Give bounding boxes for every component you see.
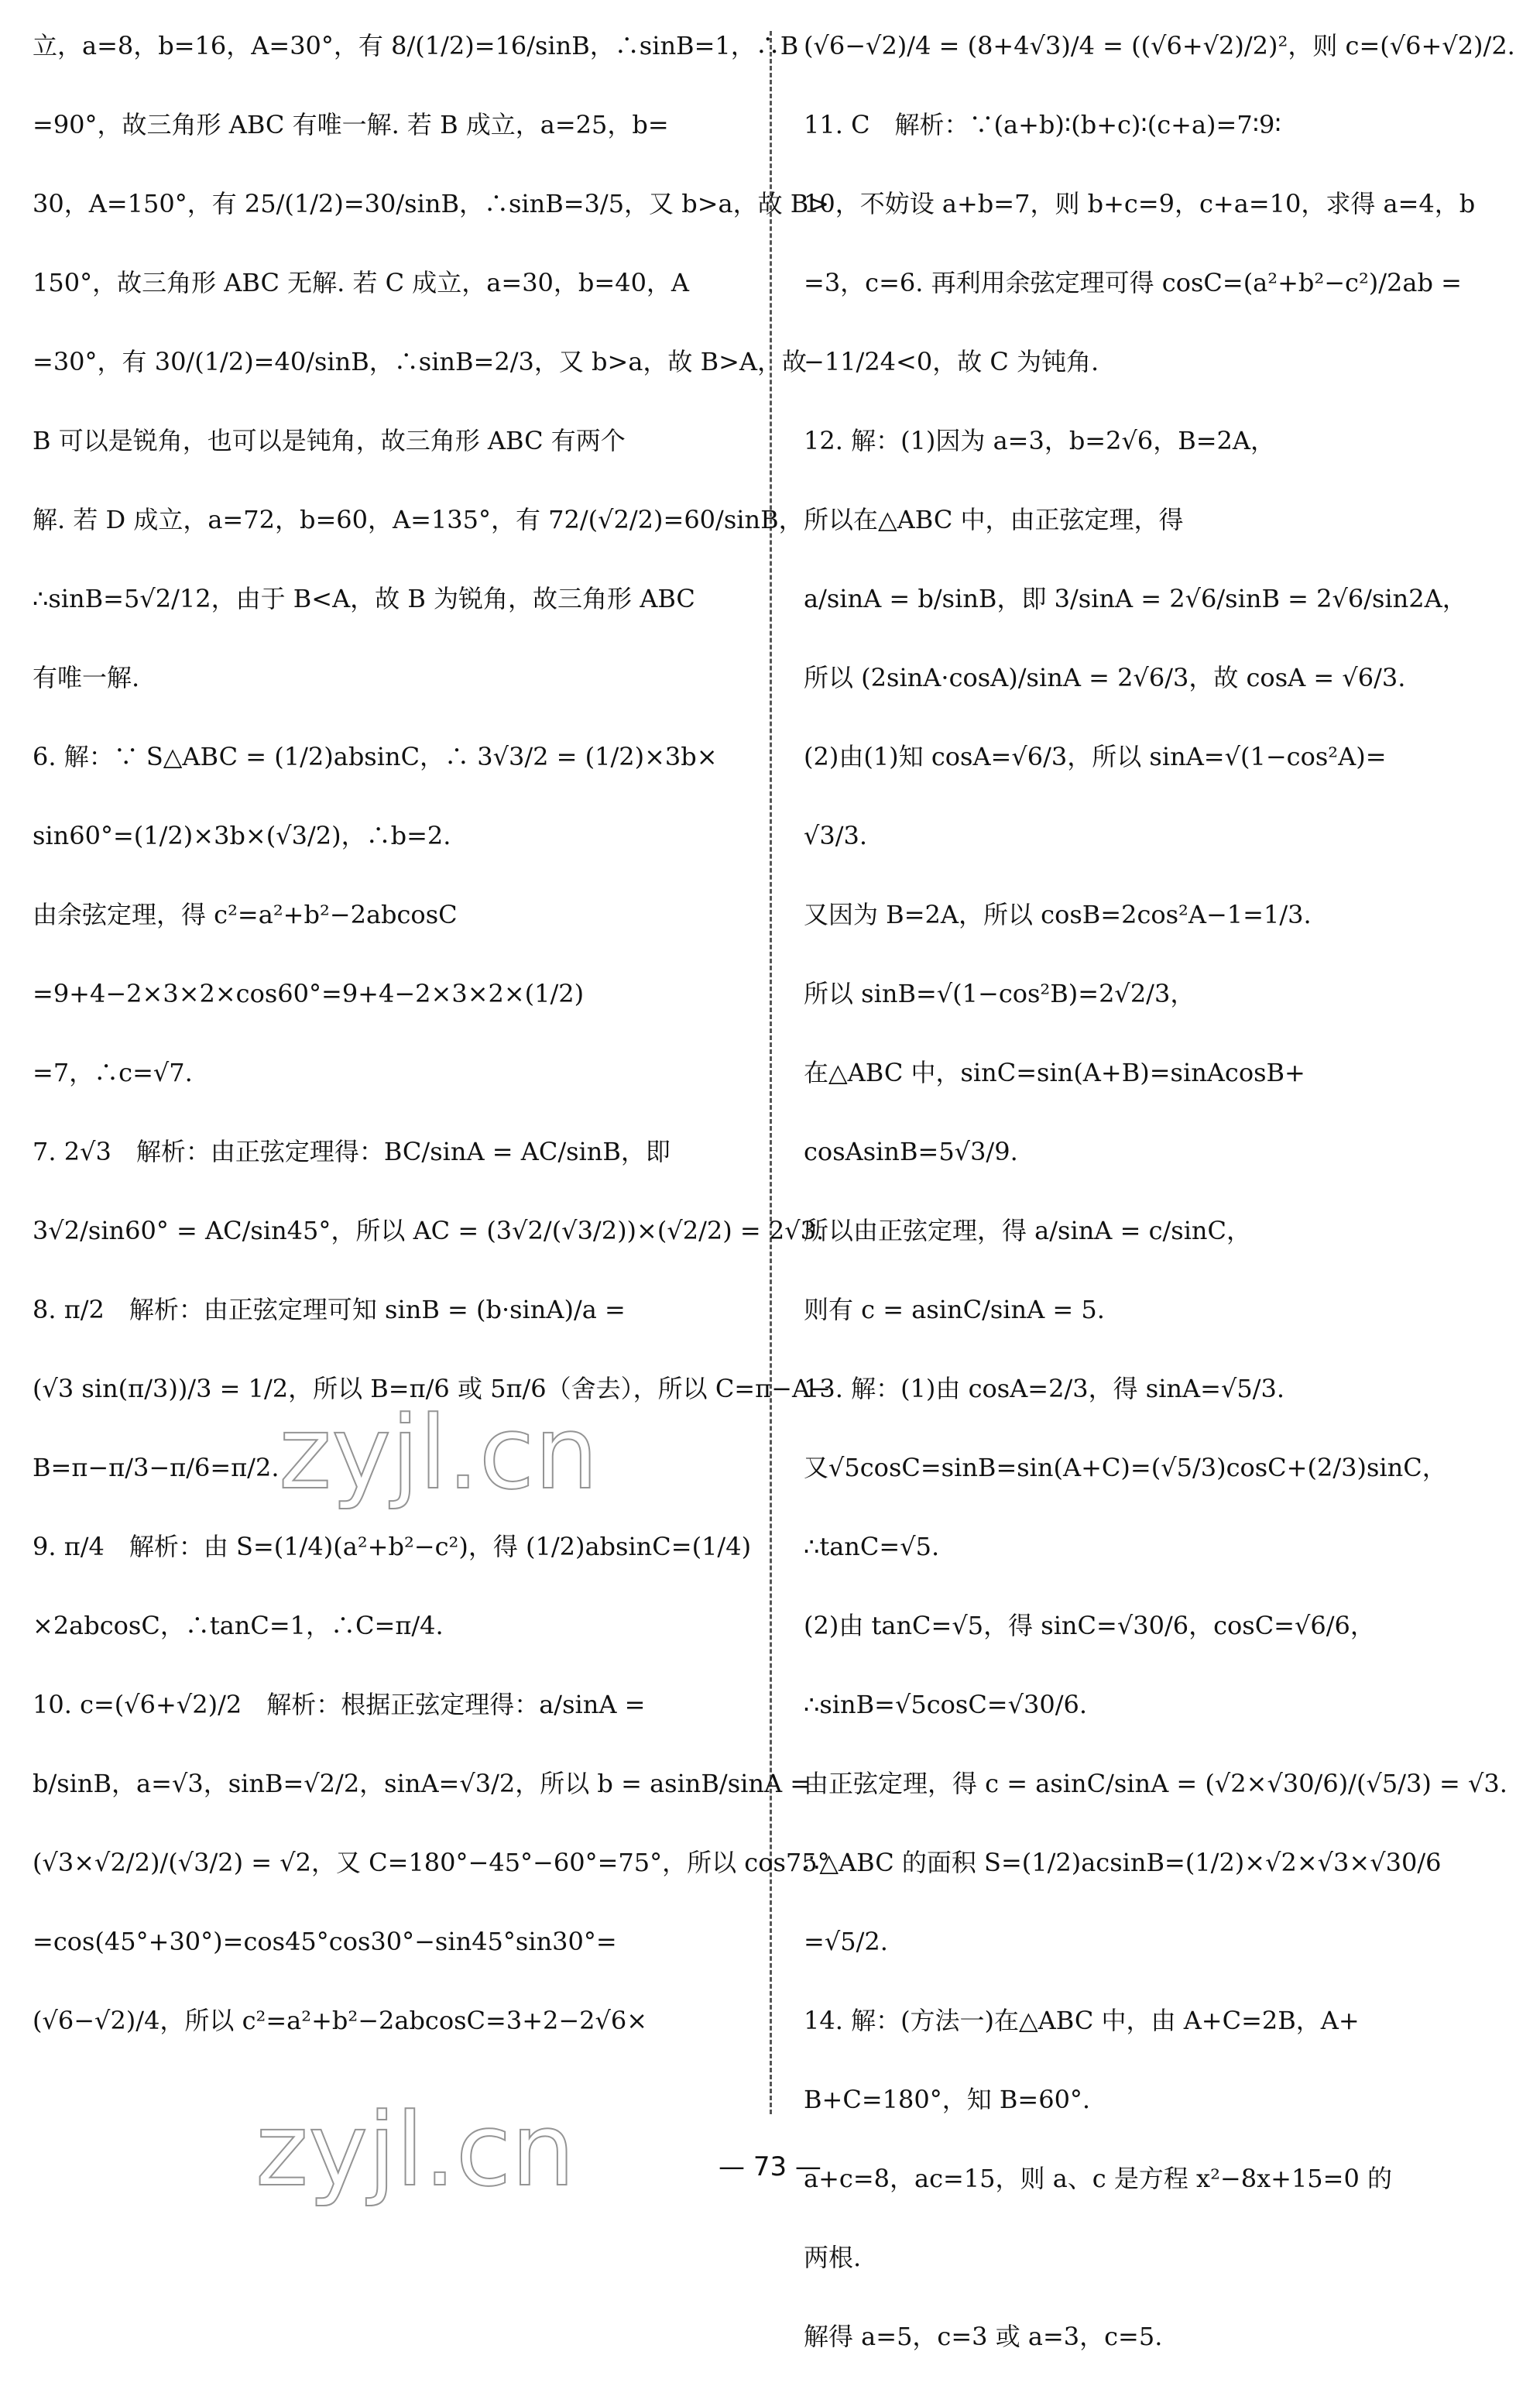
text-line: =7，∴c=√7. bbox=[33, 1058, 193, 1087]
column-divider bbox=[770, 31, 772, 2114]
page-number: — 73 — bbox=[719, 2151, 821, 2182]
text-line: =3，c=6. 再利用余弦定理可得 cosC=(a²+b²−c²)/2ab = bbox=[804, 268, 1462, 297]
text-line: B 可以是锐角，也可以是钝角，故三角形 ABC 有两个 bbox=[33, 426, 626, 455]
text-line: 由余弦定理，得 c²=a²+b²−2abcosC bbox=[33, 900, 458, 929]
text-line: B=π−π/3−π/6=π/2. bbox=[33, 1453, 280, 1482]
problem-12-line: 12. 解：(1)因为 a=3，b=2√6，B=2A， bbox=[804, 426, 1276, 455]
text-line: 所以由正弦定理，得 a/sinA = c/sinC， bbox=[804, 1216, 1252, 1245]
text-line: ∴sinB=5√2/12，由于 B<A，故 B 为锐角，故三角形 ABC bbox=[33, 584, 695, 613]
text-line: √3/3. bbox=[804, 821, 868, 850]
text-line: =cos(45°+30°)=cos45°cos30°−sin45°sin30°= bbox=[33, 1927, 617, 1956]
text-line: a+c=8，ac=15，则 a、c 是方程 x²−8x+15=0 的 bbox=[804, 2164, 1393, 2193]
text-line: a/sinA = b/sinB，即 3/sinA = 2√6/sinB = 2√6/sin2A， bbox=[804, 584, 1467, 613]
text-line: 3√2/sin60° = AC/sin45°，所以 AC = (3√2/(√3/2))×(√2/2) = 2√3. bbox=[33, 1216, 825, 1245]
text-line: =90°，故三角形 ABC 有唯一解. 若 B 成立，a=25，b= bbox=[33, 110, 669, 139]
text-line: 又√5cosC=sinB=sin(A+C)=(√5/3)cosC+(2/3)sinC， bbox=[804, 1453, 1447, 1482]
left-column bbox=[33, 23, 831, 2077]
text-line: (√6−√2)/4，所以 c²=a²+b²−2abcosC=3+2−2√6× bbox=[33, 2006, 648, 2035]
text-line: (2)由(1)知 cosA=√6/3，所以 sinA=√(1−cos²A)= bbox=[804, 742, 1387, 771]
watermark-footer: zyjl.cn bbox=[256, 2091, 575, 2209]
text-line: =9+4−2×3×2×cos60°=9+4−2×3×2×(1/2) bbox=[33, 979, 585, 1008]
problem-7-line: 7. 2√3 解析：由正弦定理得：BC/sinA = AC/sinB，即 bbox=[33, 1137, 671, 1166]
text-line: 又因为 B=2A，所以 cosB=2cos²A−1=1/3. bbox=[804, 900, 1312, 929]
text-line: (2)由 tanC=√5，得 sinC=√30/6，cosC=√6/6， bbox=[804, 1611, 1375, 1640]
text-line: ∴tanC=√5. bbox=[804, 1532, 940, 1561]
text-line: 10，不妨设 a+b=7，则 b+c=9，c+a=10，求得 a=4，b bbox=[804, 189, 1476, 218]
text-line: cosAsinB=5√3/9. bbox=[804, 1137, 1018, 1166]
text-line: −11/24<0，故 C 为钝角. bbox=[804, 347, 1099, 376]
text-line: (√3 sin(π/3))/3 = 1/2，所以 B=π/6 或 5π/6（舍去），所以 C=π−A− bbox=[33, 1374, 831, 1403]
text-line: 两根. bbox=[804, 2243, 862, 2272]
text-line: 所以 sinB=√(1−cos²B)=2√2/3， bbox=[804, 979, 1195, 1008]
problem-8-line: 8. π/2 解析：由正弦定理可知 sinB = (b·sinA)/a = bbox=[33, 1295, 626, 1324]
text-line: ∴sinB=√5cosC=√30/6. bbox=[804, 1690, 1088, 1719]
text-line: =30°，有 30/(1/2)=40/sinB，∴sinB=2/3，又 b>a，故 B>A，故 bbox=[33, 347, 808, 376]
text-line: 所以在△ABC 中，由正弦定理，得 bbox=[804, 505, 1184, 534]
text-line: ∴△ABC 的面积 S=(1/2)acsinB=(1/2)×√2×√3×√30/6 bbox=[804, 1848, 1442, 1877]
text-line: 解. 若 D 成立，a=72，b=60，A=135°，有 72/(√2/2)=60/sinB， bbox=[33, 505, 804, 534]
problem-9-line: 9. π/4 解析：由 S=(1/4)(a²+b²−c²)，得 (1/2)absinC=(1/4) bbox=[33, 1532, 752, 1561]
text-line: (√3×√2/2)/(√3/2) = √2，又 C=180°−45°−60°=75°，所以 cos75° bbox=[33, 1848, 830, 1877]
text-line: 有唯一解. bbox=[33, 663, 140, 692]
problem-14-line: 14. 解：(方法一)在△ABC 中，由 A+C=2B，A+ bbox=[804, 2006, 1360, 2035]
problem-11-line: 11. C 解析：∵(a+b)∶(b+c)∶(c+a)=7∶9∶ bbox=[804, 110, 1281, 139]
text-line: 150°，故三角形 ABC 无解. 若 C 成立，a=30，b=40，A bbox=[33, 268, 690, 297]
text-line: ×2abcosC，∴tanC=1，∴C=π/4. bbox=[33, 1611, 444, 1640]
text-line: 在△ABC 中，sinC=sin(A+B)=sinAcosB+ bbox=[804, 1058, 1305, 1087]
text-line: =√5/2. bbox=[804, 1927, 888, 1956]
problem-6-line: 6. 解：∵ S△ABC = (1/2)absinC，∴ 3√3/2 = (1/2)×3b× bbox=[33, 742, 718, 771]
problem-10-line: 10. c=(√6+√2)/2 解析：根据正弦定理得：a/sinA = bbox=[33, 1690, 646, 1719]
text-line: 所以 (2sinA·cosA)/sinA = 2√6/3，故 cosA = √6/3. bbox=[804, 663, 1406, 692]
text-line: (√6−√2)/4 = (8+4√3)/4 = ((√6+√2)/2)²，则 c=(√6+√2)/2. bbox=[804, 31, 1515, 60]
right-column bbox=[804, 23, 1515, 2393]
watermark: zyjl.cn bbox=[279, 1394, 599, 1512]
text-line: 解得 a=5，c=3 或 a=3，c=5. bbox=[804, 2322, 1163, 2351]
text-line: B+C=180°，知 B=60°. bbox=[804, 2085, 1091, 2114]
text-line: 立，a=8，b=16，A=30°，有 8/(1/2)=16/sinB，∴sinB=1，∴B bbox=[33, 31, 799, 60]
text-line: 由正弦定理，得 c = asinC/sinA = (√2×√30/6)/(√5/3) = √3. bbox=[804, 1769, 1507, 1798]
text-line: sin60°=(1/2)×3b×(√3/2)，∴b=2. bbox=[33, 821, 451, 850]
text-line: 30，A=150°，有 25/(1/2)=30/sinB，∴sinB=3/5，又 b>a，故 B> bbox=[33, 189, 830, 218]
text-line: b/sinB，a=√3，sinB=√2/2，sinA=√3/2，所以 b = asinB/sinA = bbox=[33, 1769, 811, 1798]
text-line: 则有 c = asinC/sinA = 5. bbox=[804, 1295, 1105, 1324]
problem-13-line: 13. 解：(1)由 cosA=2/3，得 sinA=√5/3. bbox=[804, 1374, 1285, 1403]
